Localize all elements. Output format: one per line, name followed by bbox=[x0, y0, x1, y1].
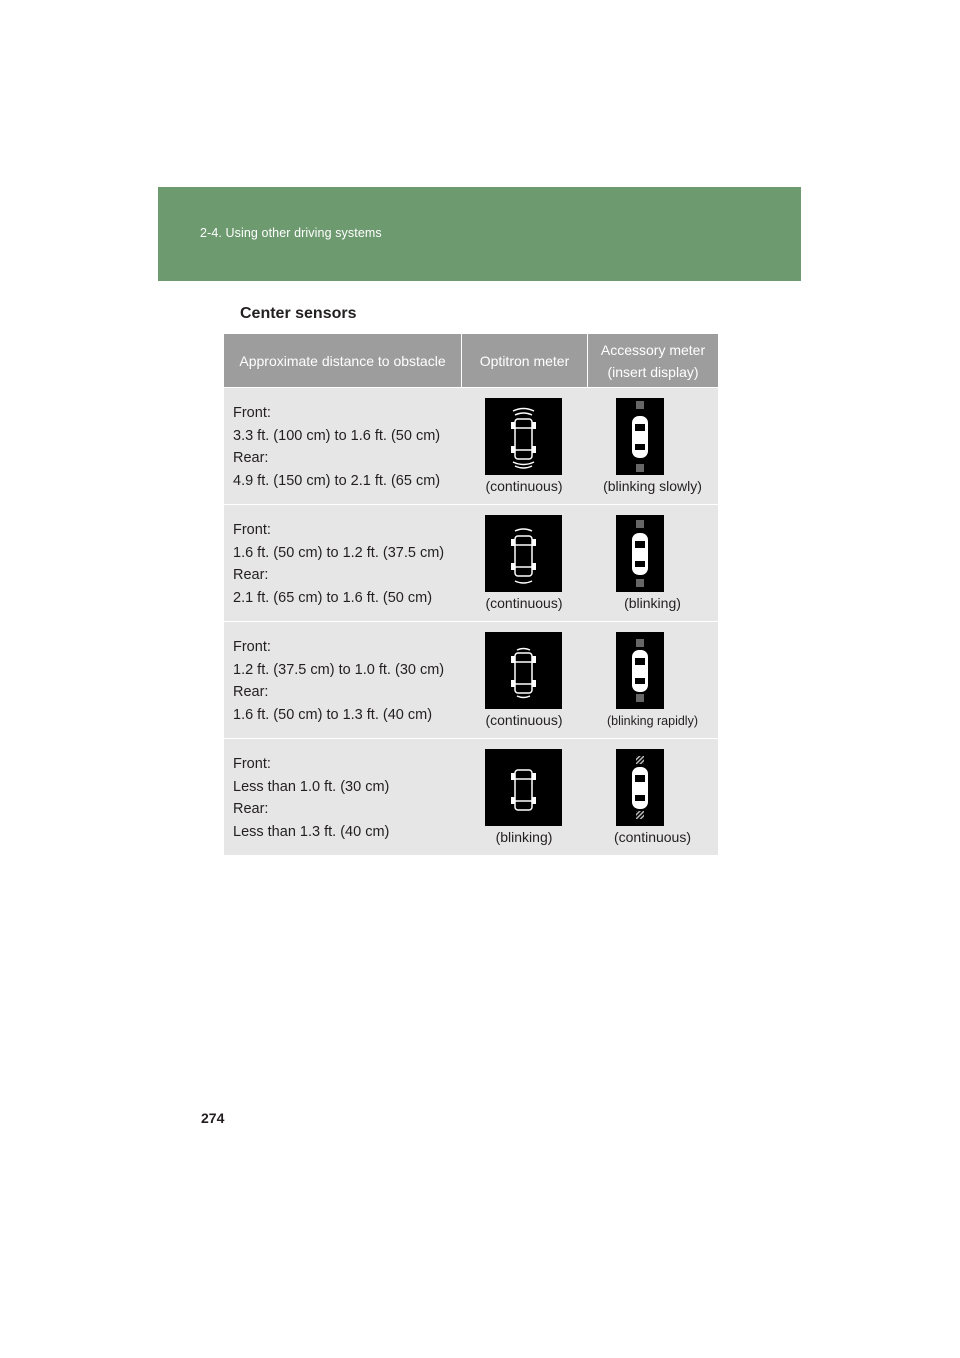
chapter-title: 2-4. Using other driving systems bbox=[200, 226, 382, 240]
front-distance: 3.3 ft. (100 cm) to 1.6 ft. (50 cm) bbox=[233, 427, 441, 444]
accessory-car-sensor-icon bbox=[616, 398, 664, 475]
chapter-header-band bbox=[158, 187, 801, 281]
optitron-caption: (continuous) bbox=[485, 712, 563, 728]
accessory-cell bbox=[587, 505, 718, 621]
table-row bbox=[224, 738, 718, 855]
optitron-cell bbox=[461, 388, 587, 504]
table-row bbox=[224, 621, 718, 738]
front-distance: 1.2 ft. (37.5 cm) to 1.0 ft. (30 cm) bbox=[233, 661, 445, 678]
rear-label: Rear: bbox=[233, 450, 269, 466]
optitron-cell bbox=[461, 622, 587, 738]
front-distance: Less than 1.0 ft. (30 cm) bbox=[233, 778, 390, 795]
optitron-car-sensor-icon bbox=[485, 632, 562, 709]
rear-distance: 2.1 ft. (65 cm) to 1.6 ft. (50 cm) bbox=[233, 589, 433, 606]
accessory-cell bbox=[587, 388, 718, 504]
front-label: Front: bbox=[233, 756, 271, 772]
accessory-caption: (blinking) bbox=[624, 595, 681, 611]
rear-label: Rear: bbox=[233, 567, 269, 583]
optitron-car-sensor-icon bbox=[485, 398, 562, 475]
accessory-cell bbox=[587, 739, 718, 855]
accessory-caption: (continuous) bbox=[613, 829, 692, 845]
distance-cell bbox=[224, 739, 461, 855]
optitron-cell bbox=[461, 505, 587, 621]
accessory-car-sensor-icon bbox=[616, 515, 664, 592]
front-label: Front: bbox=[233, 522, 271, 538]
table-row bbox=[224, 504, 718, 621]
front-label: Front: bbox=[233, 405, 271, 421]
accessory-caption: (blinking slowly) bbox=[603, 478, 702, 494]
rear-label: Rear: bbox=[233, 684, 269, 700]
front-label: Front: bbox=[233, 639, 271, 655]
page-number: 274 bbox=[201, 1110, 225, 1126]
column-header-optitron: Optitron meter bbox=[461, 334, 587, 387]
table-header bbox=[224, 334, 718, 387]
table-row bbox=[224, 387, 718, 504]
rear-label: Rear: bbox=[233, 801, 269, 817]
accessory-car-sensor-icon bbox=[616, 749, 664, 826]
distance-cell bbox=[224, 388, 461, 504]
distance-cell bbox=[224, 505, 461, 621]
section-title: Center sensors bbox=[240, 305, 357, 322]
distance-cell bbox=[224, 622, 461, 738]
optitron-caption: (continuous) bbox=[485, 595, 563, 611]
optitron-car-sensor-icon bbox=[485, 749, 562, 826]
optitron-car-sensor-icon bbox=[485, 515, 562, 592]
accessory-car-sensor-icon bbox=[616, 632, 664, 709]
rear-distance: 1.6 ft. (50 cm) to 1.3 ft. (40 cm) bbox=[233, 706, 433, 723]
optitron-caption: (continuous) bbox=[485, 478, 563, 494]
accessory-caption: (blinking rapidly) bbox=[606, 714, 698, 728]
optitron-caption: (blinking) bbox=[495, 829, 553, 845]
accessory-cell bbox=[587, 622, 718, 738]
rear-distance: Less than 1.3 ft. (40 cm) bbox=[233, 823, 390, 840]
column-header-distance: Approximate distance to obstacle bbox=[239, 352, 446, 369]
sensor-distance-table bbox=[224, 334, 718, 855]
column-header-accessory: Accessory meter (insert display) bbox=[587, 334, 718, 387]
optitron-cell bbox=[461, 739, 587, 855]
front-distance: 1.6 ft. (50 cm) to 1.2 ft. (37.5 cm) bbox=[233, 544, 445, 561]
rear-distance: 4.9 ft. (150 cm) to 2.1 ft. (65 cm) bbox=[233, 472, 441, 489]
